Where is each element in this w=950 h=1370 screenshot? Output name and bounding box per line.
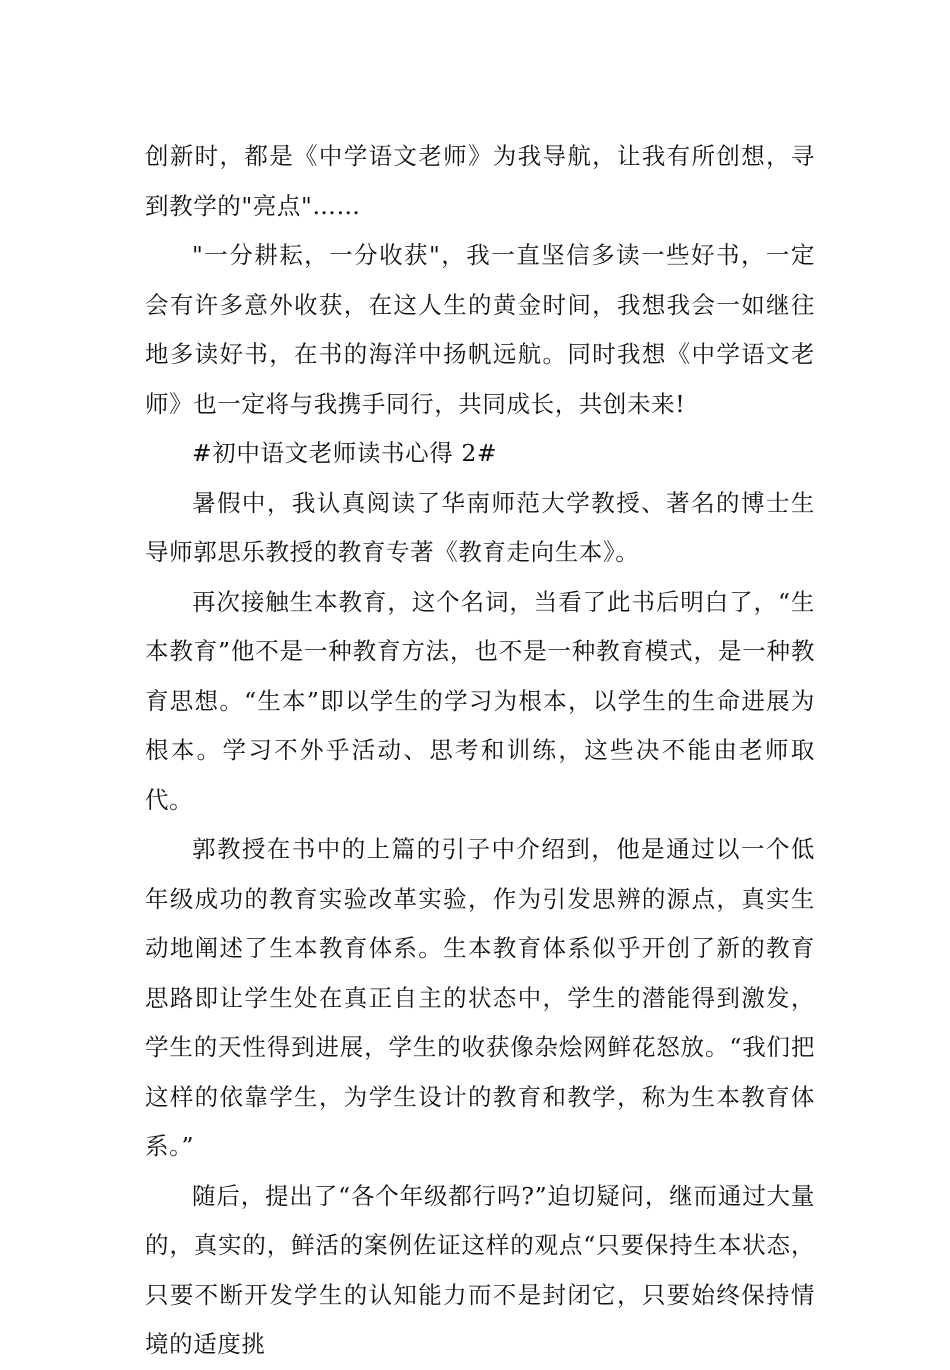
paragraph-3: 暑假中，我认真阅读了华南师范大学教授、著名的博士生导师郭思乐教授的教育专著《教育走向生本》。	[145, 488, 815, 566]
paragraph-2: "一分耕耘，一分收获"，我一直坚信多读一些好书，一定会有许多意外收获，在这人生的黄金时间，我想我会一如继往地多读好书，在书的海洋中扬帆远航。同时我想《中学语文老师》也一定将与我携手同行，共同成长，共创未来!	[145, 241, 815, 418]
paragraph-6: 随后，提出了“各个年级都行吗?”迫切疑问，继而通过大量的，真实的，鲜活的案例佐证这样的观点“只要保持生本状态，只要不断开发学生的认知能力而不是封闭它，只要始终保持情境的适度挑	[145, 1181, 815, 1358]
document-body	[145, 132, 815, 1370]
section-heading: #初中语文老师读书心得 2#	[192, 439, 498, 467]
paragraph-5: 郭教授在书中的上篇的引子中介绍到，他是通过以一个低年级成功的教育实验改革实验，作为引发思辨的源点，真实生动地阐述了生本教育体系。生本教育体系似乎开创了新的教育思路即让学生处在真正自主的状态中，学生的潜能得到激发，学生的天性得到进展，学生的收获像杂烩网鲜花怒放。“我们把这样的依靠学生，为学生设计的教育和教学，称为生本教育体系。”	[145, 835, 815, 1160]
paragraph-1: 创新时，都是《中学语文老师》为我导航，让我有所创想，寻到教学的"亮点"……	[145, 142, 815, 220]
paragraph-4: 再次接触生本教育，这个名词，当看了此书后明白了，“生本教育”他不是一种教育方法，也不是一种教育模式，是一种教育思想。“生本”即以学生的学习为根本，以学生的生命进展为根本。学习不外乎活动、思考和训练，这些决不能由老师取代。	[145, 587, 815, 814]
